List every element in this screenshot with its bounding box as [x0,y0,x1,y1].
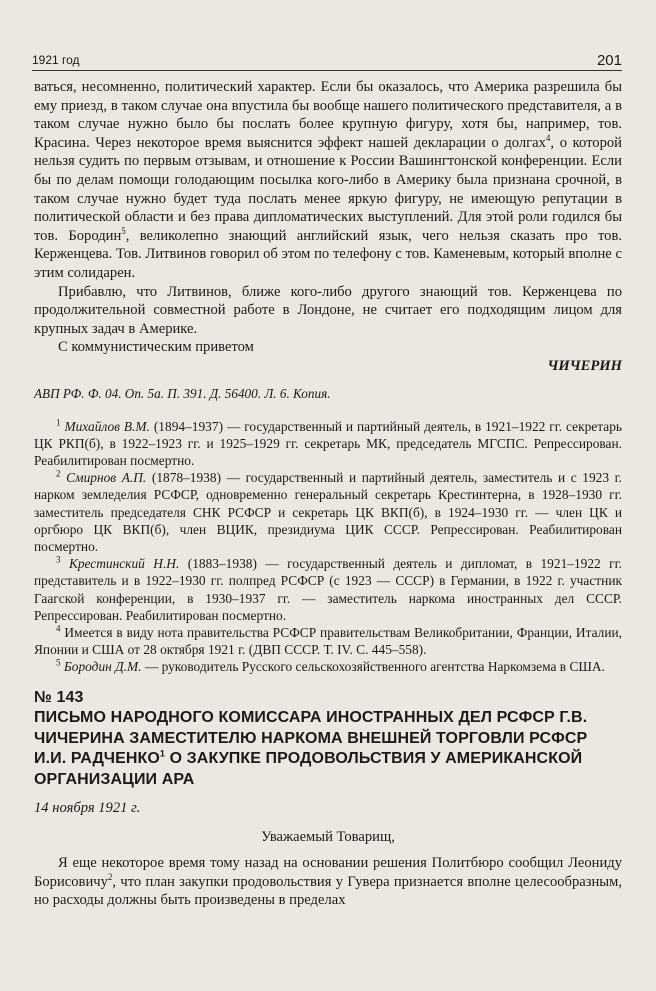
signature: ЧИЧЕРИН [547,357,622,374]
page-number: 201 [596,52,622,69]
paragraph-litvinov: Прибавлю, что Литвинов, ближе кого-либо другого знающий тов. Керженцева по продолжительной совместной работе в Лондоне, не считает его подходящим лицом для крупных задач в Америке. [34,283,622,337]
document-title: ПИСЬМО НАРОДНОГО КОМИССАРА ИНОСТРАННЫХ ДЕЛ РСФСР Г.В. ЧИЧЕРИНА ЗАМЕСТИТЕЛЮ НАРКОМА ВНЕШНЕЙ ТОРГОВЛИ РСФСР И.И. РАДЧЕНКО$^1$ О ЗАКУПКЕ ПРОДОВОЛЬСТВИЯ У АМЕРИКАНСКОЙ ОРГАНИЗАЦИИ АРА [34,709,588,788]
document-number: № 143 [34,688,84,706]
body-footnote-ref: 2 [107,871,113,882]
footnotes [34,418,622,676]
closing-greeting: С коммунистическим приветом [58,339,254,356]
footnote-5: $^5$ Бородин Д.М. — руководитель Русского сельскохозяйственного агентства Наркомзема в США. [56,657,605,675]
footnote-4: $^4$ Имеется в виду нота правительства РСФСР правительствам Великобритании, Франции, Италии, Японии и США от 28 октября 1921 г. (ДВП СССР. Т. IV. С. 445–558). [34,623,622,658]
salutation: Уважаемый Товарищ, [261,829,395,846]
letter-body: Я еще некоторое время тому назад на основании решения Политбюро сообщил Леониду Борисовичу$^2$, что план закупки продовольствия у Гувера признается вполне целесообразным, но расходы должны быть произведены в пределах [34,855,622,909]
paragraph-continued: ваться, несомненно, политический характер. Если бы оказалось, что Америка разрешила бы ему приезд, в таком случае она впустила бы вообще нашего политического представителя, а в таком случае нужно было бы послать более крупную фигуру, хотя бы, например, тов. Красина. Через некоторое время выяснится эффект нашей декларации о долгах$^4$, о которой нельзя судить по первым отзывам, и отношение к России Вашингтонской конференции. Если бы по делам помощи голодающим посылка кого-либо в Америку была признана срочной, в таком случае нужно будет туда послать менее яркую фигуру, не имеющую репутации в политической области и без права дипломатических выступлений. Для этой роли годился бы тов. Бородин$^5$, великолепно знающий английский язык, чего нельзя сказать про тов. Керженцева. Тов. Литвинов говорил об этом по телефону с тов. Каменевым, который вполне с этим солидарен. [34,79,622,281]
running-header-year: 1921 год [32,53,80,67]
title-footnote-ref: 1 [159,748,166,759]
footnote-2: $^2$ Смирнов А.П. (1878–1938) — государственный и партийный деятель, заместитель и с 1923 г. нарком земледелия РСФСР, одновременно генеральный секретарь Крестинтерна, в 1928–1930 гг. заместитель председателя СНК РСФСР и секретарь ЦК ВКП(б), в 1924–1930 гг. — член ЦК и оргбюро ЦК ВКП(б), член ВЦИК, президиума ЦИК СССР. Репрессирован. Реабилитирован посмертно. [34,468,622,554]
document-heading [34,688,622,791]
archive-reference: АВП РФ. Ф. 04. Оп. 5а. П. 391. Д. 56400. Л. 6. Копия. [34,385,331,401]
footnote-1: $^1$ Михайлов В.М. (1894–1937) — государственный и партийный деятель, в 1921–1922 гг. секретарь ЦК РКП(б), в 1922–1923 гг. и 1925–1929 гг. секретарь МК, председатель МГСПС. Репрессирован. Реабилитирован посмертно. [34,417,622,468]
footnote-3: $^3$ Крестинский Н.Н. (1883–1938) — государственный деятель и дипломат, в 1921–1922 гг. представитель и в 1922–1930 гг. полпред РСФСР (с 1923 — СССР) в Германии, в 1922 г. участник Гаагской конференции, в 1930–1937 гг. — заместитель наркома иностранных дел СССР. Репрессирован. Реабилитирован посмертно. [34,554,622,623]
document-date: 14 ноября 1921 г. [34,800,141,817]
footnote-ref-4: 4 [545,132,551,143]
footnote-ref-5: 5 [121,225,126,236]
page-body [34,78,622,910]
running-header [32,50,622,71]
